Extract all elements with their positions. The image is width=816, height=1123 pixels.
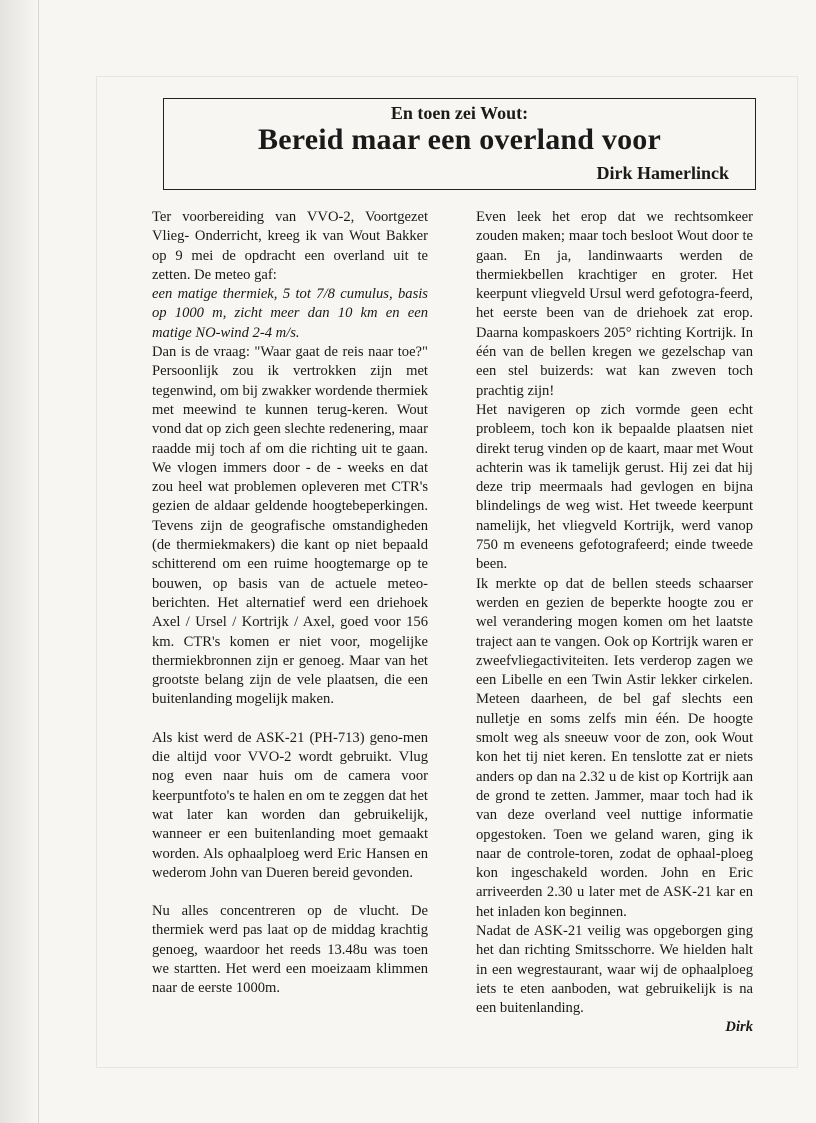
- meteo-forecast: een matige thermiek, 5 tot 7/8 cumulus, basis op 1000 m, zicht meer dan 10 km en een matige NO-wind 2-4 m/s.: [152, 286, 428, 341]
- left-column: [152, 208, 428, 999]
- article-title: Bereid maar een overland voor: [258, 123, 661, 156]
- pre-title: En toen zei Wout:: [390, 103, 529, 123]
- paragraph: Ter voorbereiding van VVO-2, Voortgezet Vlieg- Onderricht, kreeg ik van Wout Bakker op 9 mei de opdracht een overland uit te zetten. De meteo gaf:: [152, 209, 428, 283]
- paragraph: Het navigeren op zich vormde geen echt probleem, toch kon ik bepaalde plaatsen niet direkt terug vinden op de kaart, maar met Wout achterin was ik tamelijk gerust. Hij zei dat hij deze trip meermaals had gevlogen en bijna blindelings de weg wist. Het tweede keerpunt namelijk, het vliegveld Kortrijk, werd vanop 750 m eveneens gefotografeerd; einde tweede been.: [476, 401, 753, 573]
- title-box: [163, 98, 756, 190]
- paragraph: Dan is de vraag: "Waar gaat de reis naar toe?" Persoonlijk zou ik vertrokken zijn met tegenwind, om bij zwakker wordende thermiek met meewind te kunnen terug-keren. Wout vond dat op zich geen slechte redenering, maar raadde mij toch af om die richting uit te gaan. We vlogen immers door - de - weeks en dat zou heel wat problemen opleveren met CTR's gezien de aldaar geldende hoogtebeperkingen. Tevens zijn de geografische omstandigheden (de thermiekmakers) die kant op niet bepaald schitterend om een ruime hoogtemarge op te bouwen, op basis van de actuele meteo-berichten. Het alternatief werd een driehoek Axel / Ursel / Kortrijk / Axel, goed voor 156 km. CTR's komen er niet voor, mogelijke thermiekbronnen zijn er genoeg. Maar van het grootste belang zijn de vele plaatsen, die een buitenlanding mogelijk maken.: [152, 344, 428, 708]
- signature: Dirk: [725, 1019, 753, 1036]
- page-edge-shadow: [0, 0, 39, 1123]
- paragraph: Als kist werd de ASK-21 (PH-713) geno-men die altijd voor VVO-2 wordt gebruikt. Vlug nog even naar huis om de camera voor keerpuntfoto's te halen en om te zeggen dat het wat later kan worden dan gebruikelijk, wanneer er een buitenlanding moet gemaakt worden. Als ophaalploeg werd Eric Hansen en wederom John van Dueren bereid gevonden.: [152, 729, 428, 881]
- paragraph: Even leek het erop dat we rechtsomkeer zouden maken; maar toch besloot Wout door te gaan. En ja, landinwaarts werden de thermiekbellen krachtiger en groter. Het keerpunt vliegveld Ursul werd gefotogra-feerd, het eerste been van de driehoek zat erop. Daarna kompaskoers 205° richting Kortrijk. In één van de bellen kregen we gezelschap van een stel buizerds: wat kan zweven toch prachtig zijn!: [476, 209, 753, 399]
- paragraph: Nu alles concentreren op de vlucht. De thermiek werd pas laat op de middag krachtig genoeg, waardoor het reeds 13.48u was toen we startten. Het werd een moeizaam klimmen naar de eerste 1000m.: [152, 903, 428, 997]
- article-author: Dirk Hamerlinck: [596, 163, 729, 183]
- paragraph: Ik merkte op dat de bellen steeds schaarser werden en gezien de beperkte hoogte zou er wel verandering mogen komen om het laatste traject aan te vangen. Ook op Kortrijk waren er zweefvliegactiviteiten. Iets verderop zagen we een Libelle en een Twin Astir lekker cirkelen. Meteen daarheen, de bel gaf slechts een nulletje en soms zelfs min één. De hoogte smolt weg als sneeuw voor de zon, ook Wout kon het tij niet keren. En tenslotte zat er niets anders op dan na 2.32 u de kist op Kortrijk aan de grond te zetten. Jammer, maar toch had ik van deze overland veel nuttige informatie opgestoken. Toen we geland waren, ging ik naar de controle-toren, zodat de ophaal-ploeg kon ingeschakeld worden. John en Eric arriveerden 2.30 u later met de ASK-21 kar en het inladen kon beginnen.: [476, 575, 753, 920]
- paragraph: Nadat de ASK-21 veilig was opgeborgen ging het dan richting Smitsschorre. We hielden halt in een wegrestaurant, waar wij de ophaalploeg iets te eten aanboden, wat gebruikelijk is na een buitenlanding.: [476, 922, 753, 1017]
- right-column: [476, 208, 753, 1038]
